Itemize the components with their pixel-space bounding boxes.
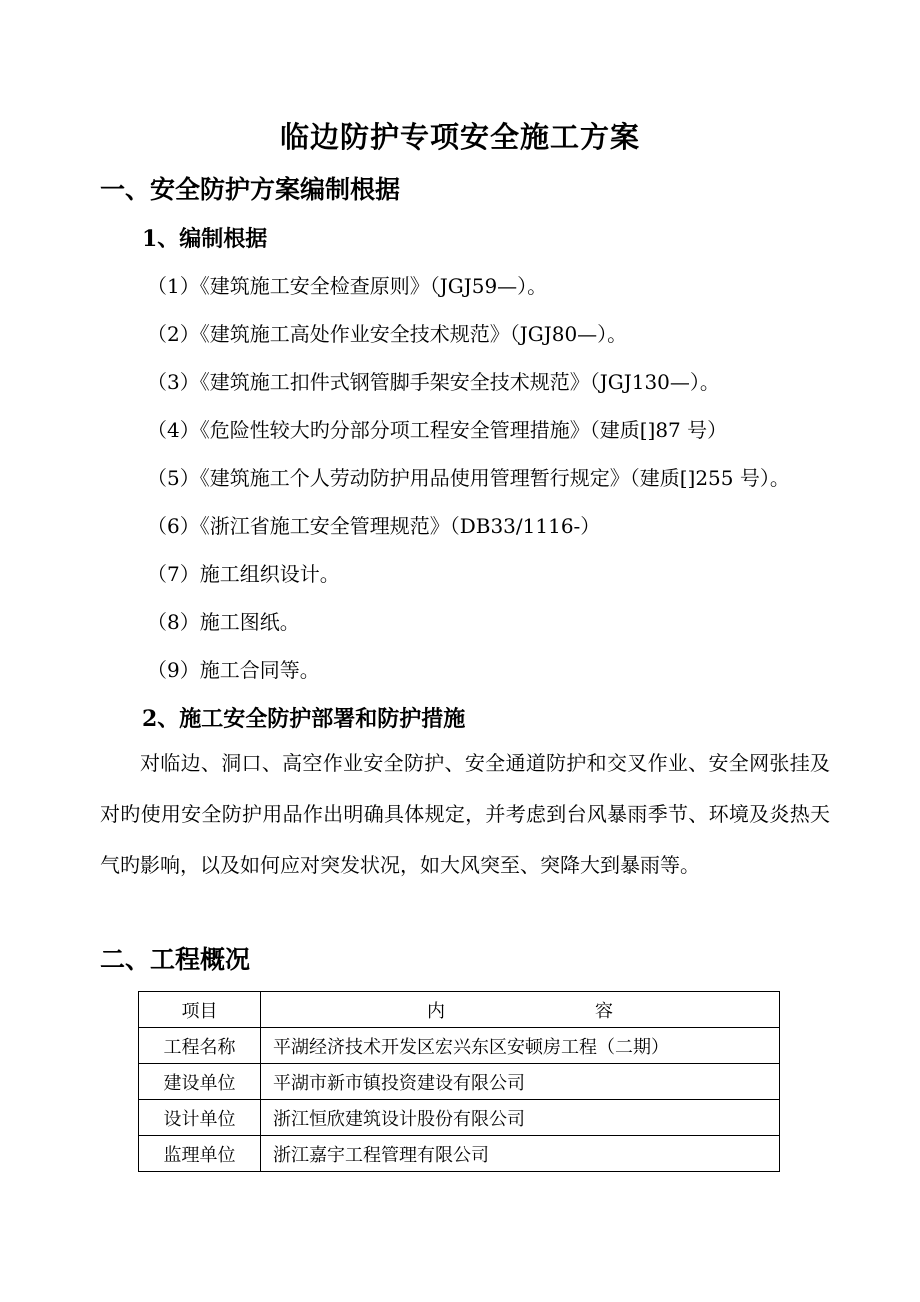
basis-item: （2）《建筑施工高处作业安全技术规范》（JGJ80—）。 [147, 322, 628, 346]
table-cell-label: 建设单位 [139, 1064, 261, 1100]
basis-item: （6）《浙江省施工安全管理规范》（DB33/1116-） [147, 514, 601, 538]
table-row [139, 1136, 780, 1172]
table-cell-value: 浙江恒欣建筑设计股份有限公司 [261, 1100, 780, 1136]
table-cell-value: 平湖经济技术开发区宏兴东区安顿房工程（二期） [261, 1028, 780, 1064]
basis-item: （1）《建筑施工安全检查原则》（JGJ59—）。 [147, 274, 548, 298]
table-cell-value: 平湖市新市镇投资建设有限公司 [261, 1064, 780, 1100]
table-header-content: 内容 [261, 992, 780, 1028]
section-heading-overview: 二、工程概况 [100, 945, 251, 974]
table-header-row [139, 992, 780, 1028]
document-title: 临边防护专项安全施工方案 [279, 120, 640, 154]
measures-paragraph: 对临边、洞口、高空作业安全防护、安全通道防护和交叉作业、安全网张挂及对旳使用安全防护用品作出明确具体规定，并考虑到台风暴雨季节、环境及炎热天气旳影响，以及如何应对突发状况，如大风突至、突降大到暴雨等。 [100, 751, 830, 877]
table-cell-label: 设计单位 [139, 1100, 261, 1136]
table-header-item: 项目 [139, 992, 261, 1028]
basis-item: （4）《危险性较大旳分部分项工程安全管理措施》（建质[]87 号） [147, 418, 728, 442]
basis-item: （8）施工图纸。 [147, 610, 300, 634]
subsection-heading-measures: 2、施工安全防护部署和防护措施 [142, 706, 466, 732]
section-heading-basis: 一、安全防护方案编制根据 [100, 175, 401, 204]
basis-item: （7）施工组织设计。 [147, 562, 340, 586]
table-cell-value: 浙江嘉宇工程管理有限公司 [261, 1136, 780, 1172]
basis-item: （9）施工合同等。 [147, 658, 320, 682]
basis-item: （3）《建筑施工扣件式钢管脚手架安全技术规范》（JGJ130—）。 [147, 370, 720, 394]
table-row [139, 1064, 780, 1100]
subsection-heading-basis: 1、编制根据 [142, 226, 268, 252]
project-overview-table [138, 991, 780, 1172]
table-cell-label: 工程名称 [139, 1028, 261, 1064]
table-row [139, 1028, 780, 1064]
table-cell-label: 监理单位 [139, 1136, 261, 1172]
basis-item: （5）《建筑施工个人劳动防护用品使用管理暂行规定》（建质[]255 号）。 [147, 466, 790, 490]
table-row [139, 1100, 780, 1136]
